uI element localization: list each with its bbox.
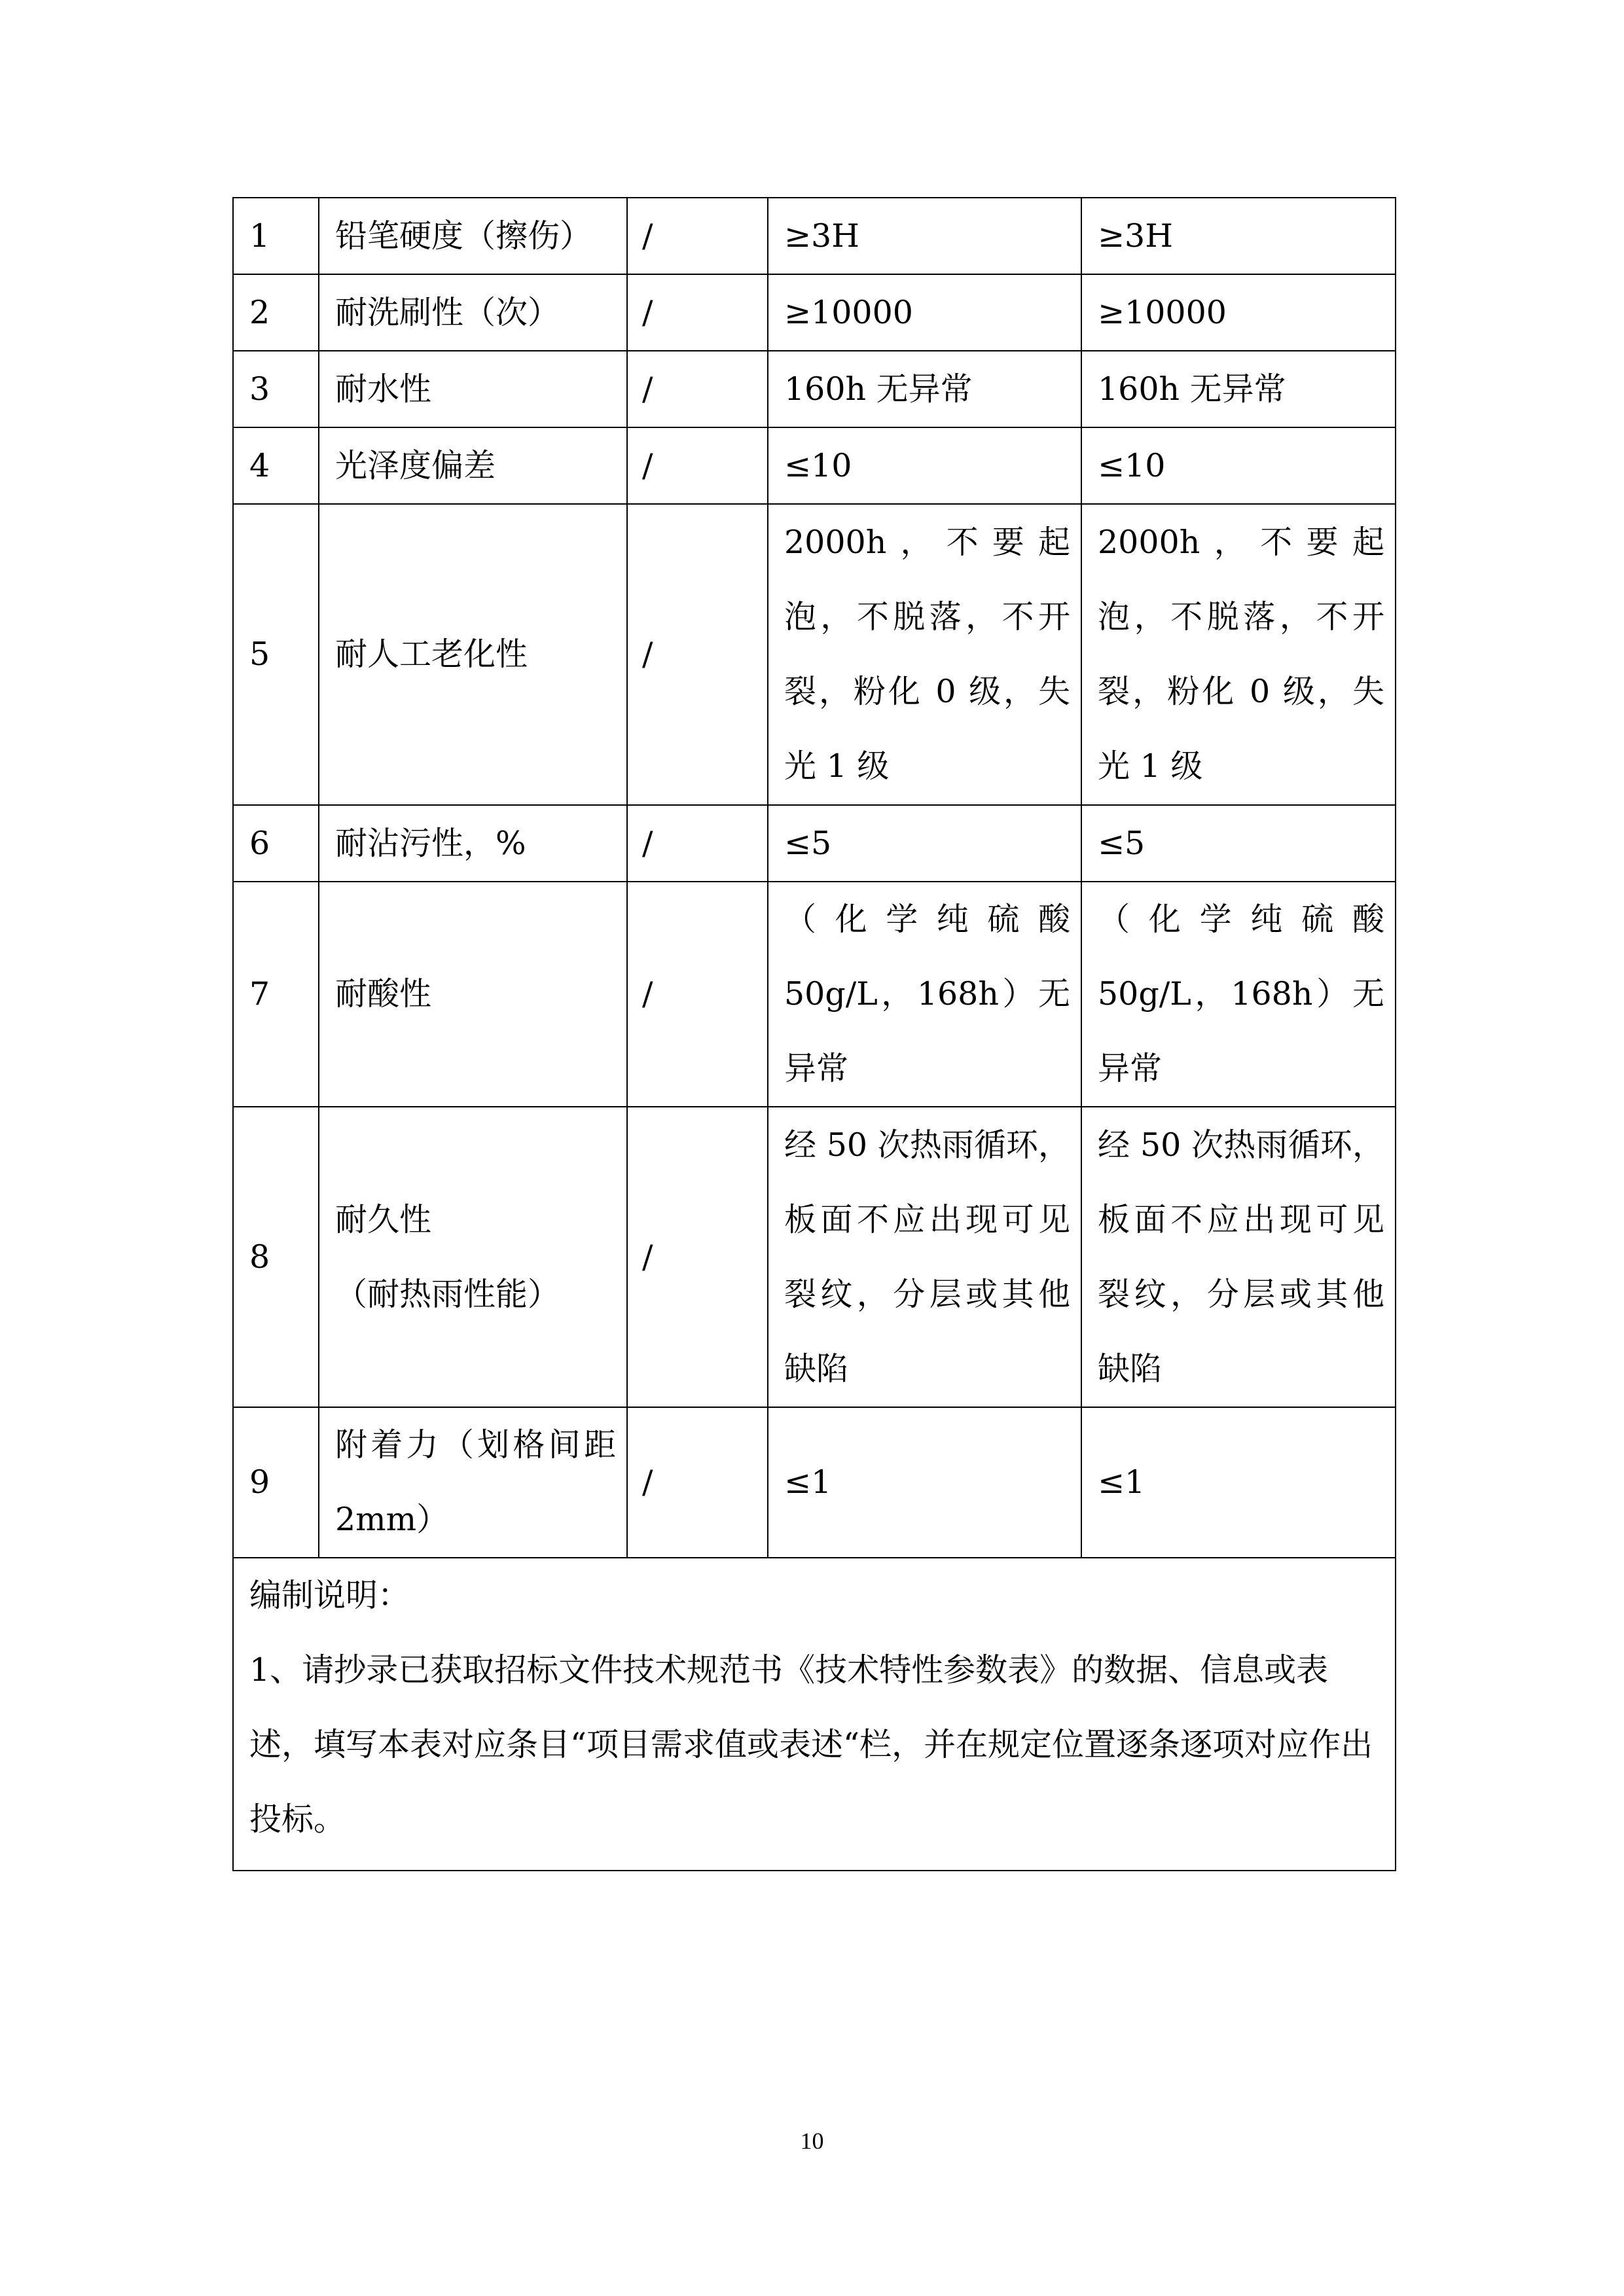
offered-value: ≥10000 [1081,274,1396,351]
notes-cell [233,1558,1396,1871]
required-value: ≤10 [768,427,1081,504]
unit-cell: / [627,198,768,274]
item-name: 附着力（划格间距 2mm） [319,1407,627,1558]
offered-value: 160h 无异常 [1081,351,1396,427]
table-row [233,504,1396,805]
required-value: ≤1 [768,1407,1081,1558]
required-value: 经 50 次热雨循环，板面不应出现可见裂纹，分层或其他缺陷 [768,1107,1081,1407]
row-number: 2 [233,274,319,351]
table-row [233,427,1396,504]
unit-cell: / [627,427,768,504]
offered-value: （化学纯硫酸 50g/L，168h）无异常 [1081,882,1396,1107]
offered-value: 2000h，不要起泡，不脱落，不开裂，粉化 0 级，失光 1 级 [1081,504,1396,805]
table-row [233,198,1396,274]
unit-cell: / [627,1407,768,1558]
row-number: 6 [233,805,319,882]
offered-value: ≤1 [1081,1407,1396,1558]
item-name-line2: （耐热雨性能） [335,1275,560,1313]
technical-spec-table [232,197,1396,1871]
offered-value: ≤10 [1081,427,1396,504]
item-name: 耐洗刷性（次） [319,274,627,351]
unit-cell: / [627,805,768,882]
unit-cell: / [627,351,768,427]
offered-value: 经 50 次热雨循环，板面不应出现可见裂纹，分层或其他缺陷 [1081,1107,1396,1407]
table-row [233,1407,1396,1558]
row-number: 9 [233,1407,319,1558]
table-row [233,805,1396,882]
row-number: 1 [233,198,319,274]
row-number: 3 [233,351,319,427]
item-name: 耐酸性 [319,882,627,1107]
offered-value: ≤5 [1081,805,1396,882]
page-number: 10 [800,2128,824,2154]
item-name: 耐水性 [319,351,627,427]
row-number: 4 [233,427,319,504]
table-row [233,274,1396,351]
unit-cell: / [627,882,768,1107]
item-name-line1: 耐久性 [335,1200,432,1238]
item-name: 耐人工老化性 [319,504,627,805]
required-value: ≥10000 [768,274,1081,351]
required-value: 2000h，不要起泡，不脱落，不开裂，粉化 0 级，失光 1 级 [768,504,1081,805]
row-number: 8 [233,1107,319,1407]
unit-cell: / [627,504,768,805]
required-value: 160h 无异常 [768,351,1081,427]
unit-cell: / [627,274,768,351]
notes-heading: 编制说明： [249,1577,410,1614]
notes-row [233,1558,1396,1871]
row-number: 5 [233,504,319,805]
required-value: ≥3H [768,198,1081,274]
unit-cell: / [627,1107,768,1407]
item-name: 耐沾污性，% [319,805,627,882]
item-name: 铅笔硬度（擦伤） [319,198,627,274]
required-value: ≤5 [768,805,1081,882]
table-row [233,1107,1396,1407]
required-value: （化学纯硫酸 50g/L，168h）无异常 [768,882,1081,1107]
offered-value: ≥3H [1081,198,1396,274]
item-name: 光泽度偏差 [319,427,627,504]
row-number: 7 [233,882,319,1107]
notes-text: 1、请抄录已获取招标文件技术规范书《技术特性参数表》的数据、信息或表述，填写本表对应条目“项目需求值或表述“栏，并在规定位置逐条逐项对应作出投标。 [249,1651,1373,1838]
table-row [233,882,1396,1107]
table-row [233,351,1396,427]
item-name [319,1107,627,1407]
